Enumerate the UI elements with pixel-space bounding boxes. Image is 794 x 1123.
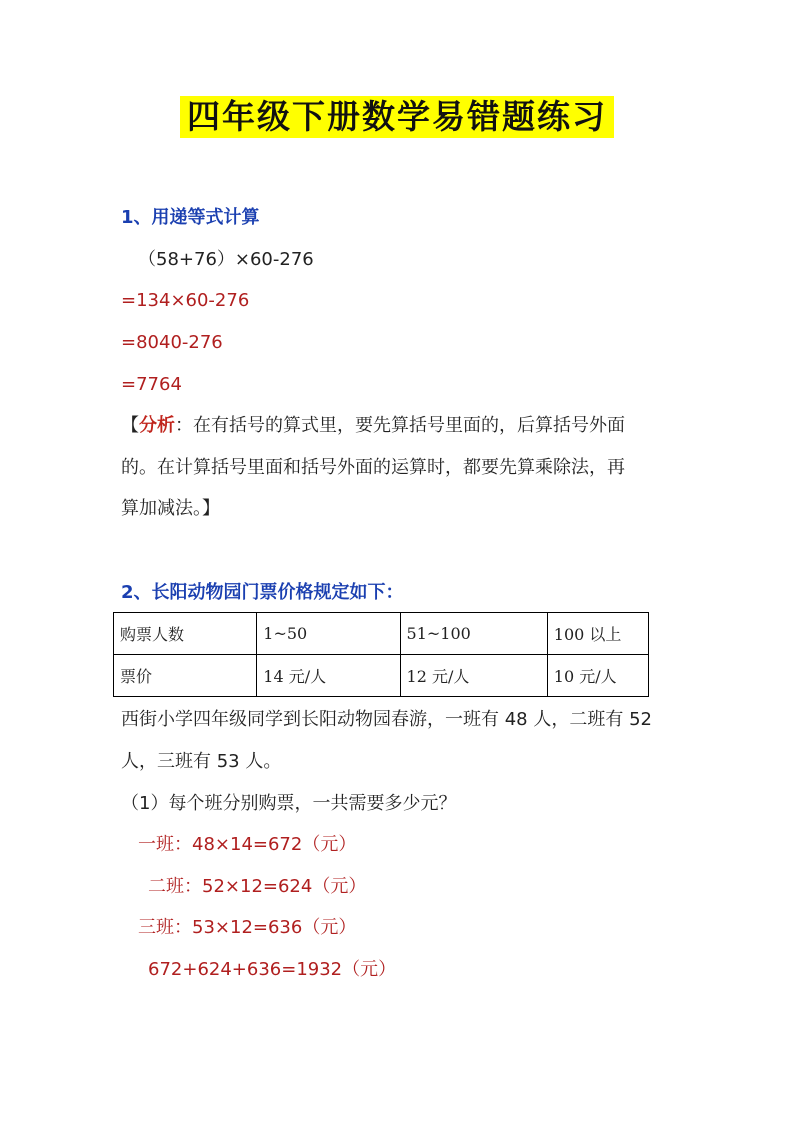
q1-step-1: =134×60-276 <box>121 290 250 311</box>
q1-analysis-line-3: 算加减法。】 <box>121 498 220 519</box>
analysis-keyword: 分析 <box>139 415 175 436</box>
table-cell: 购票人数 <box>114 613 257 655</box>
analysis-text-1: ：在有括号的算式里，要先算括号里面的，后算括号外面 <box>175 415 625 436</box>
analysis-open-bracket: 【 <box>121 415 139 436</box>
q2-sub1-answer-4: 672+624+636=1932（元） <box>148 959 397 980</box>
q1-heading: 1、用递等式计算 <box>121 207 260 228</box>
q2-sub1-answer-1: 一班：48×14=672（元） <box>138 834 357 855</box>
q2-description-line-2: 人，三班有 53 人。 <box>121 751 282 772</box>
q2-heading: 2、长阳动物园门票价格规定如下： <box>121 582 404 603</box>
table-cell: 10 元/人 <box>547 655 648 697</box>
table-cell: 51~100 <box>400 613 547 655</box>
q2-description-line-1: 西街小学四年级同学到长阳动物园春游，一班有 48 人，二班有 52 <box>121 709 652 730</box>
q1-expression: （58+76）×60-276 <box>138 249 314 270</box>
q1-step-2: =8040-276 <box>121 332 223 353</box>
q2-sub1-question: （1）每个班分别购票，一共需要多少元？ <box>121 793 457 814</box>
table-cell: 100 以上 <box>547 613 648 655</box>
q1-analysis-line-2: 的。在计算括号里面和括号外面的运算时，都要先算乘除法，再 <box>121 457 625 478</box>
q2-sub1-answer-3: 三班：53×12=636（元） <box>138 917 357 938</box>
table-cell: 12 元/人 <box>400 655 547 697</box>
q1-step-3: =7764 <box>121 374 182 395</box>
q1-analysis-line-1 <box>121 414 625 438</box>
table-cell: 14 元/人 <box>257 655 400 697</box>
table-cell: 票价 <box>114 655 257 697</box>
page-title: 四年级下册数学易错题练习 <box>180 96 614 138</box>
table-row <box>114 655 649 697</box>
table-cell: 1~50 <box>257 613 400 655</box>
table-row <box>114 613 649 655</box>
q2-sub1-answer-2: 二班：52×12=624（元） <box>148 876 367 897</box>
ticket-price-table <box>113 612 649 697</box>
